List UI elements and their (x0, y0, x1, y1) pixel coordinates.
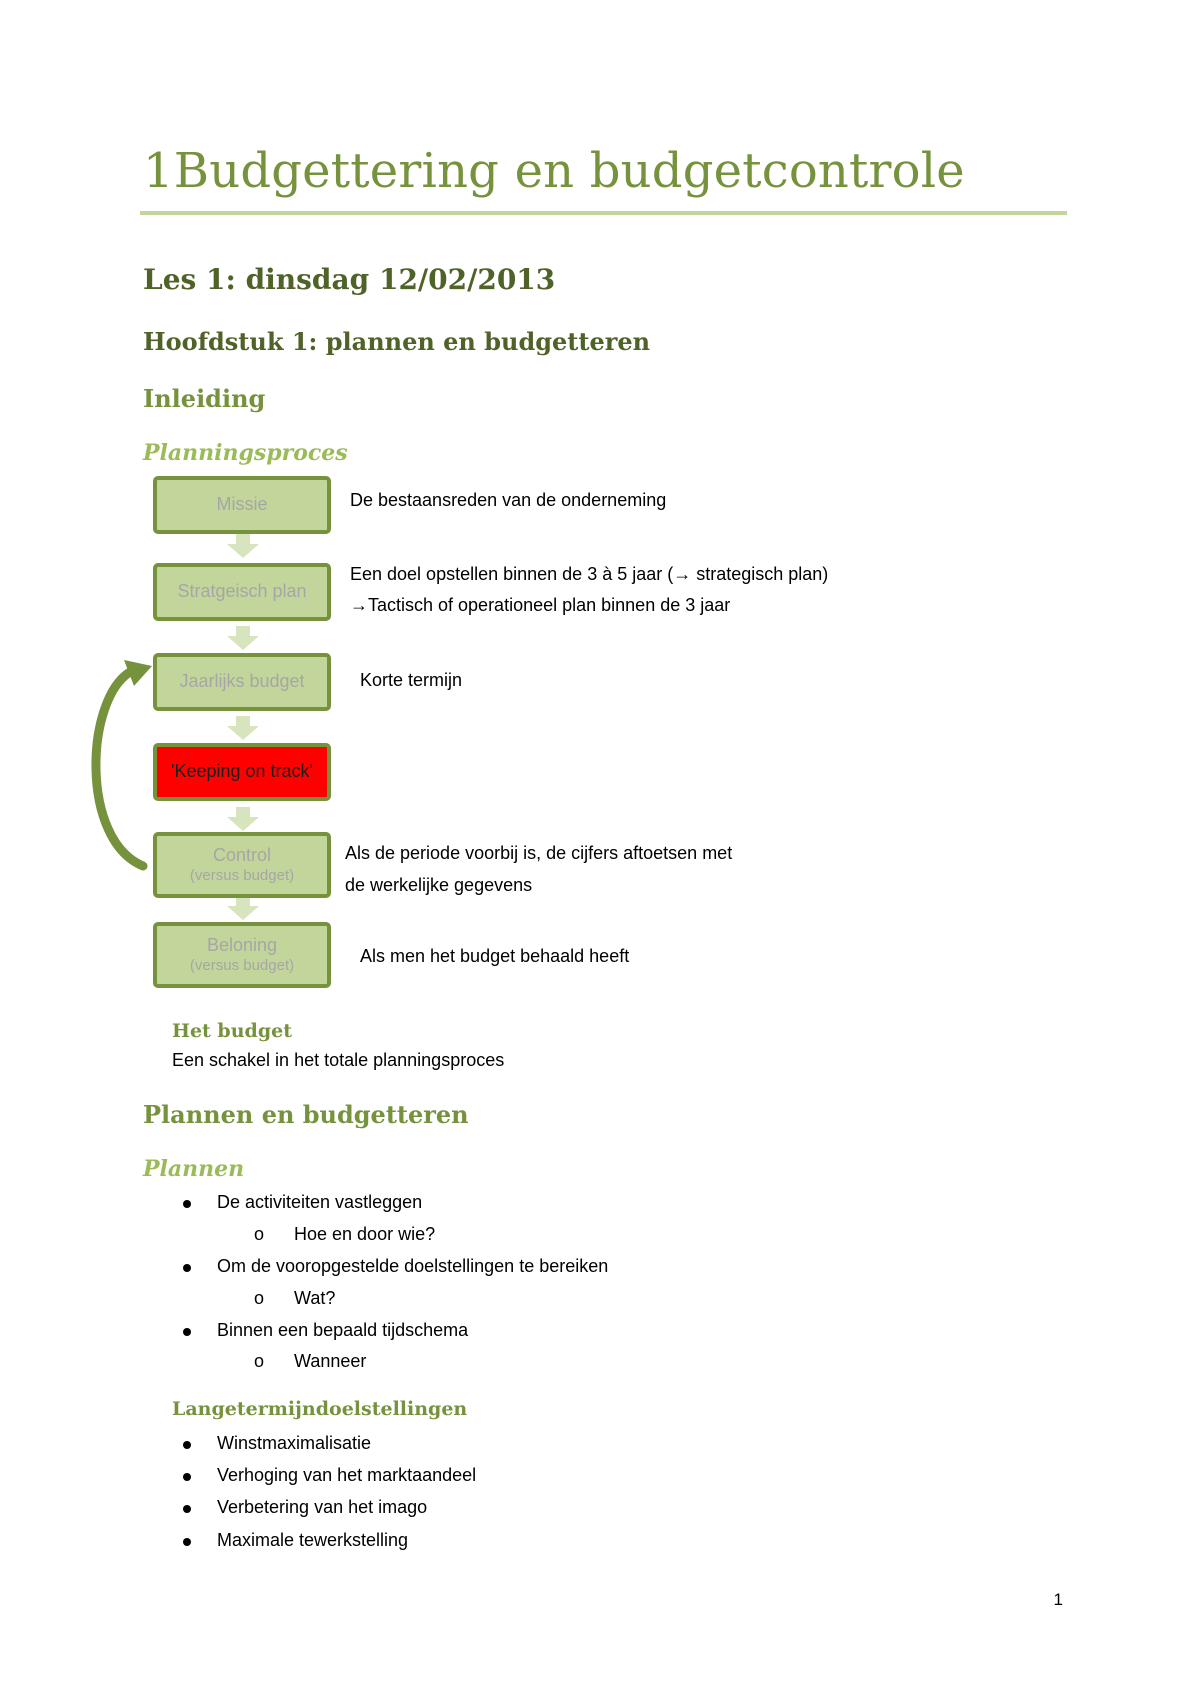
note-strategisch-2: →Tactisch of operationeel plan binnen de 3 jaar (350, 595, 731, 615)
hollow-bullet-icon: o (254, 1288, 265, 1308)
note-control-2: de werkelijke gegevens (345, 875, 533, 895)
bullet-icon (183, 1505, 191, 1513)
down-arrow-4 (227, 807, 259, 831)
note-control-1: Als de periode voorbij is, de cijfers aftoetsen met (345, 843, 733, 863)
note-strategisch-1: Een doel opstellen binnen de 3 à 5 jaar (→ strategisch plan) (350, 564, 829, 584)
section-heading-plannen-budgetteren: Plannen en budgetteren (143, 1100, 469, 1129)
document-title: 1Budgettering en budgetcontrole (143, 143, 965, 199)
process-box-strategisch-plan: Stratgeisch plan (153, 563, 331, 621)
feedback-arrow (96, 672, 143, 866)
bullet-icon (183, 1473, 191, 1481)
list-item: Maximale tewerkstelling (183, 1530, 408, 1551)
subheading-planningsproces: Planningsproces (143, 440, 348, 466)
bullet-icon (183, 1328, 191, 1336)
down-arrow-2 (227, 626, 259, 650)
chapter-heading: Hoofdstuk 1: plannen en budgetteren (143, 327, 651, 356)
note-jaarlijks-budget: Korte termijn (360, 670, 463, 690)
subheading-het-budget: Het budget (172, 1020, 292, 1042)
list-item: Binnen een bepaald tijdschema (183, 1320, 468, 1341)
note-missie: De bestaansreden van de onderneming (350, 490, 667, 510)
page-number: 1 (1053, 1590, 1063, 1609)
note-beloning: Als men het budget behaald heeft (360, 946, 630, 966)
lesson-heading: Les 1: dinsdag 12/02/2013 (143, 263, 556, 296)
bullet-icon (183, 1200, 191, 1208)
down-arrow-1 (227, 534, 259, 558)
section-heading-inleiding: Inleiding (143, 384, 266, 413)
process-box-control: Control (versus budget) (153, 832, 331, 898)
subheading-langetermijndoelstellingen: Langetermijndoelstellingen (172, 1398, 468, 1420)
process-box-jaarlijks-budget: Jaarlijks budget (153, 653, 331, 711)
down-arrow-3 (227, 716, 259, 740)
list-subitem: o Wanneer (254, 1351, 367, 1371)
process-box-beloning: Beloning (versus budget) (153, 922, 331, 988)
list-subitem: o Wat? (254, 1288, 336, 1308)
list-item: Verhoging van het marktaandeel (183, 1465, 476, 1486)
process-box-missie: Missie (153, 476, 331, 534)
hollow-bullet-icon: o (254, 1224, 265, 1244)
bullet-icon (183, 1264, 191, 1272)
process-box-keeping-on-track: 'Keeping on track' (153, 743, 331, 801)
list-item: Om de vooropgestelde doelstellingen te bereiken (183, 1256, 608, 1277)
list-item: Verbetering van het imago (183, 1497, 427, 1518)
down-arrow-5 (227, 896, 259, 920)
hollow-bullet-icon: o (254, 1351, 265, 1371)
list-item: Winstmaximalisatie (183, 1433, 371, 1454)
list-item: De activiteiten vastleggen (183, 1192, 422, 1213)
het-budget-text: Een schakel in het totale planningsproces (172, 1050, 505, 1070)
subheading-plannen: Plannen (143, 1156, 245, 1182)
list-subitem: o Hoe en door wie? (254, 1224, 436, 1244)
bullet-icon (183, 1441, 191, 1449)
bullet-icon (183, 1538, 191, 1546)
